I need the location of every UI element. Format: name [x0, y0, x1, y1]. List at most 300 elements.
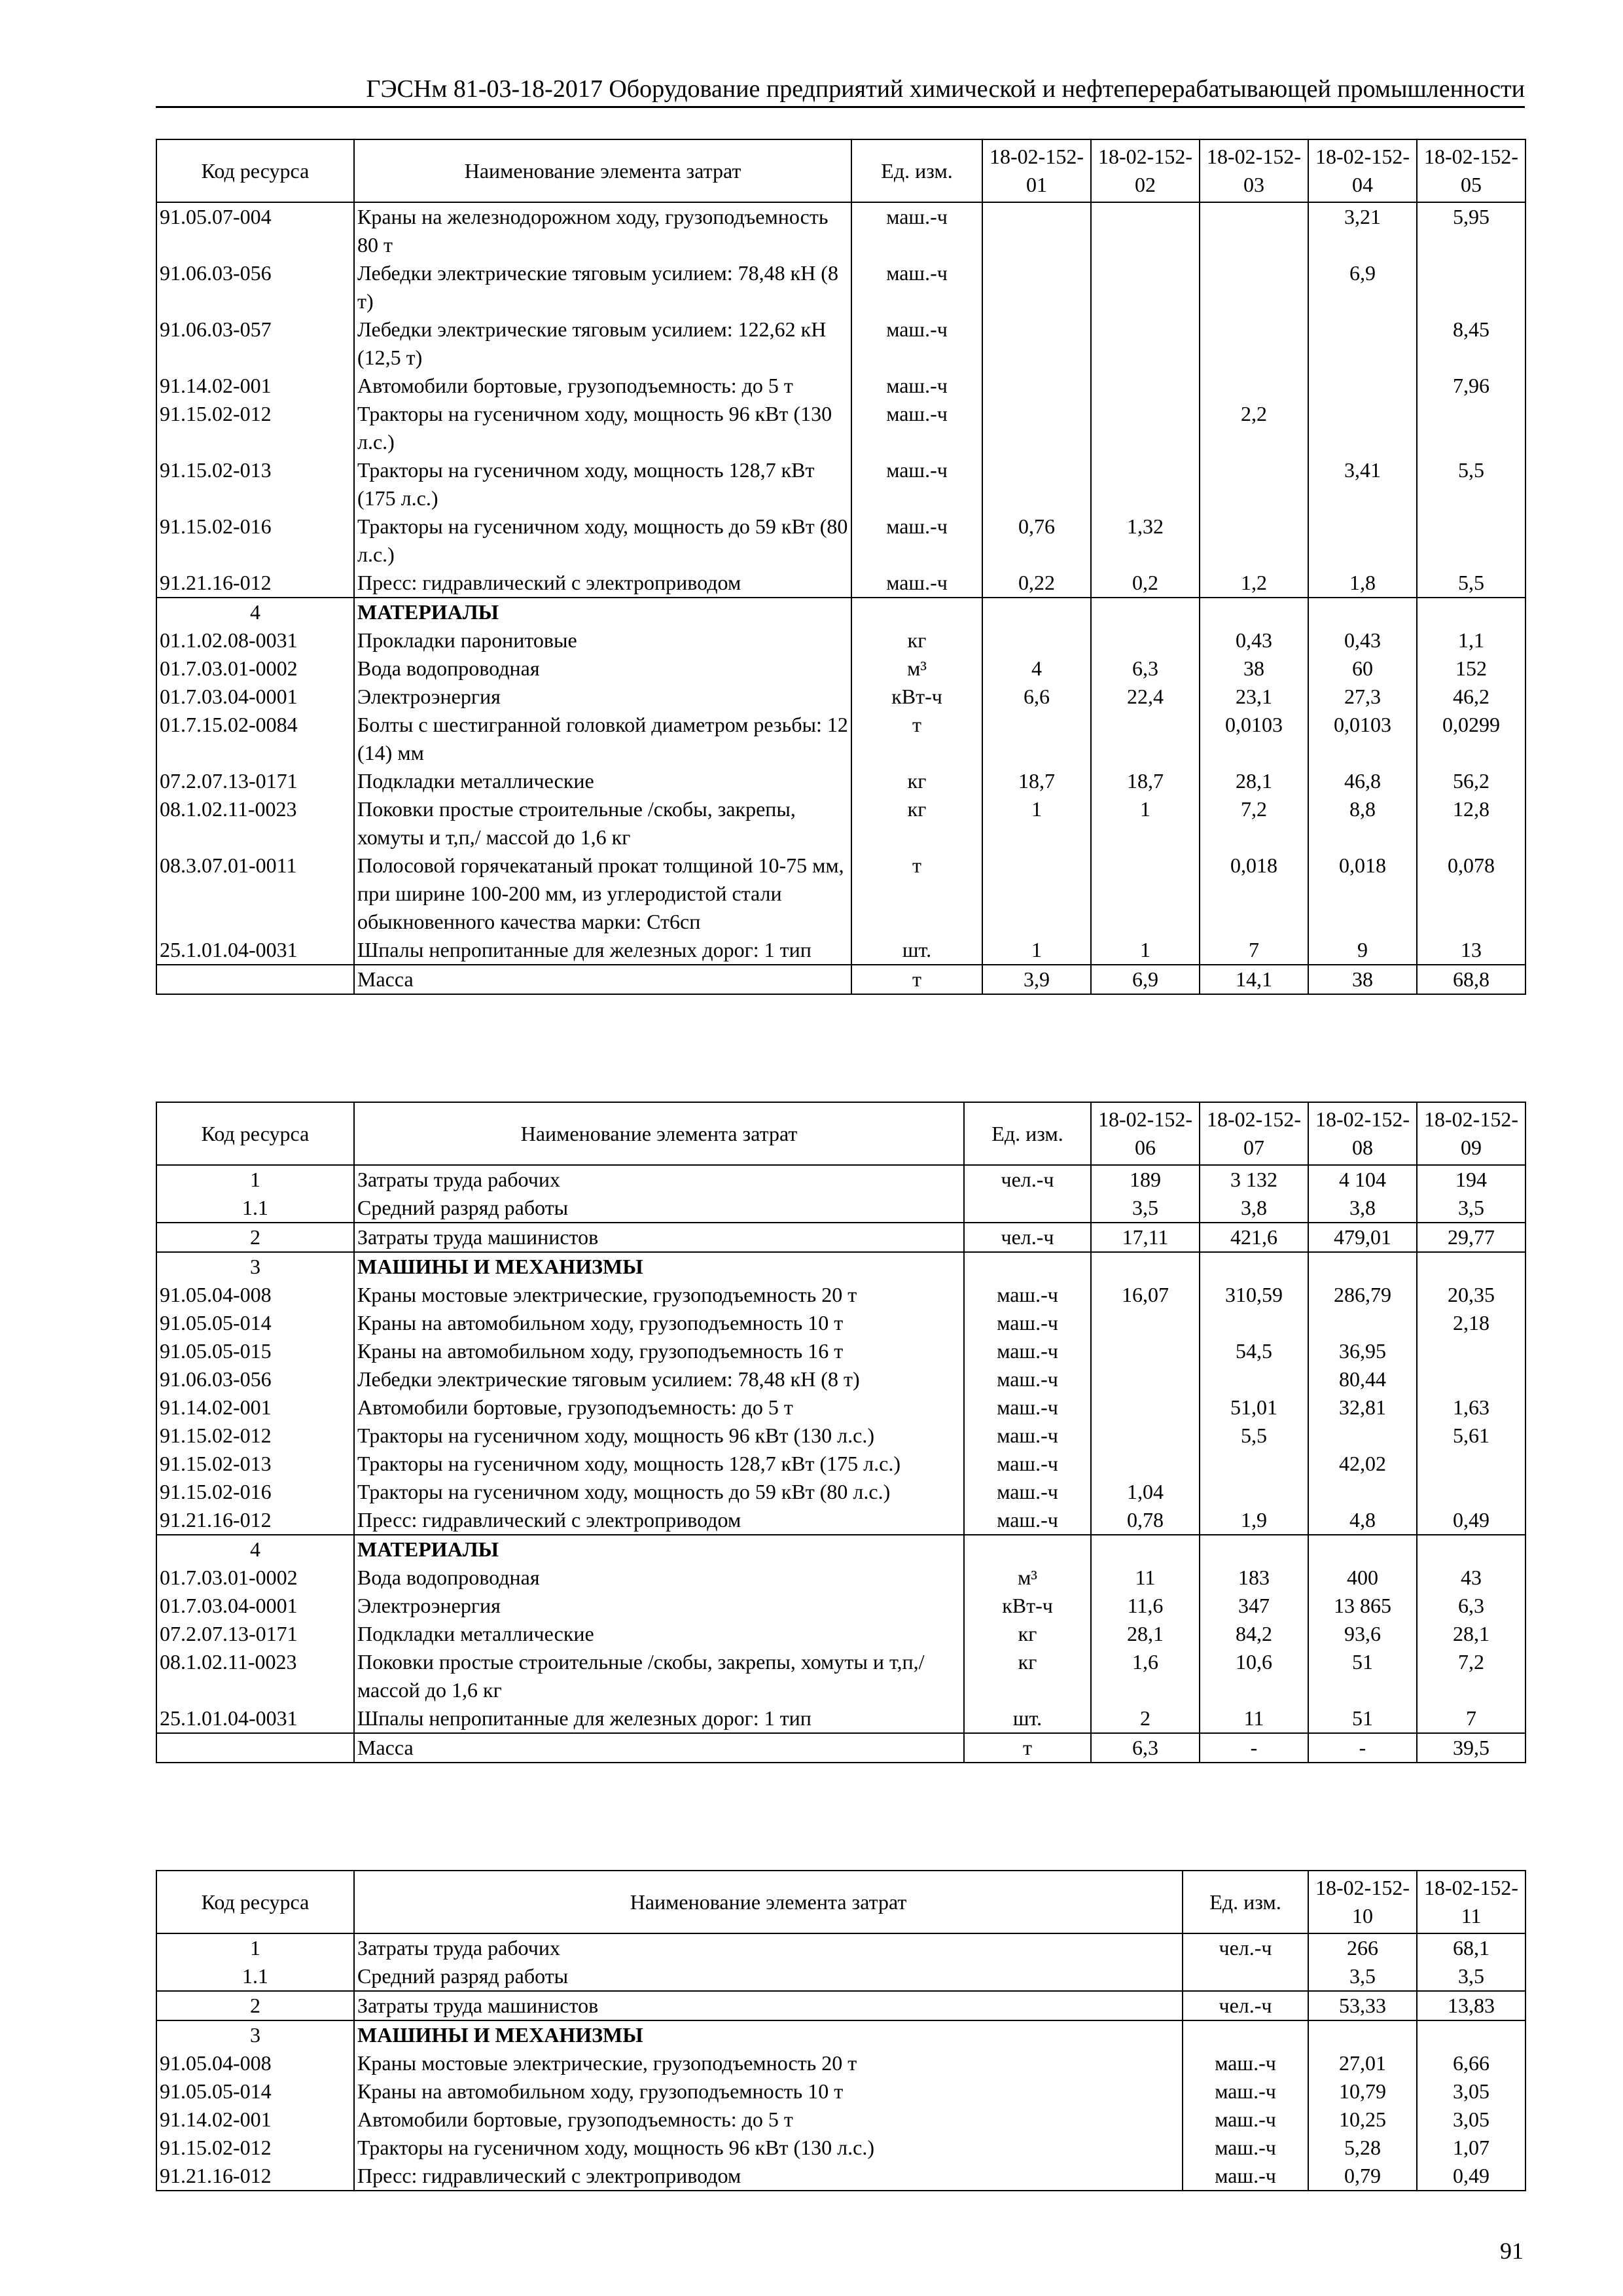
value-cell: [1200, 202, 1308, 259]
header-rule: [156, 106, 1525, 108]
value-cell: [1091, 1450, 1200, 1478]
value-cell: 347: [1200, 1592, 1308, 1620]
cost-item-name-cell: Тракторы на гусеничном ходу, мощность 96 кВт (130 л.с.): [354, 1422, 964, 1450]
value-cell: [1200, 315, 1308, 372]
cost-item-name-cell: Лебедки электрические тяговым усилием: 78,48 кН (8 т): [354, 1365, 964, 1393]
value-cell: 32,81: [1308, 1393, 1417, 1422]
unit-cell: маш.-ч: [964, 1422, 1091, 1450]
resource-code-cell: 91.05.05-015: [156, 1337, 354, 1365]
value-cell: 3,5: [1091, 1194, 1200, 1223]
cost-item-name-cell: Электроэнергия: [354, 683, 851, 711]
cost-item-name-cell: Тракторы на гусеничном ходу, мощность 128,7 кВт (175 л.с.): [354, 456, 851, 512]
value-cell: 0,018: [1200, 852, 1308, 936]
value-cell: 1,07: [1417, 2134, 1525, 2162]
value-cell: [1200, 1365, 1308, 1393]
unit-cell: маш.-ч: [964, 1281, 1091, 1309]
resource-code-cell: 91.05.05-014: [156, 1309, 354, 1337]
table-row: [156, 852, 1525, 936]
value-cell: [1091, 626, 1200, 655]
value-cell: 0,078: [1417, 852, 1525, 936]
value-cell: 3,05: [1417, 2077, 1525, 2106]
column-header: Код ресурса: [156, 1102, 354, 1165]
cost-item-name-cell: МАТЕРИАЛЫ: [354, 1535, 964, 1564]
value-cell: [1417, 1252, 1525, 1281]
unit-cell: маш.-ч: [851, 259, 982, 315]
unit-cell: м³: [851, 655, 982, 683]
resource-code-cell: 01.7.03.01-0002: [156, 1564, 354, 1592]
value-cell: 11,6: [1091, 1592, 1200, 1620]
value-cell: [1308, 1309, 1417, 1337]
table-row: [156, 456, 1525, 512]
column-header: Ед. изм.: [1183, 1871, 1308, 1933]
column-header: 18-02-152-11: [1417, 1871, 1525, 1933]
value-cell: 5,5: [1417, 569, 1525, 598]
value-cell: 9: [1308, 936, 1417, 965]
value-cell: 23,1: [1200, 683, 1308, 711]
value-cell: [1200, 1309, 1308, 1337]
value-cell: 28,1: [1200, 767, 1308, 795]
table-row: [156, 2162, 1525, 2191]
cost-item-name-cell: Поковки простые строительные /скобы, закрепы, хомуты и т,п,/ массой до 1,6 кг: [354, 795, 851, 852]
value-cell: [1417, 512, 1525, 569]
resource-code-cell: 1.1: [156, 1962, 354, 1991]
unit-cell: т: [851, 711, 982, 767]
value-cell: [1091, 315, 1200, 372]
resource-code-cell: 91.15.02-012: [156, 1422, 354, 1450]
value-cell: 7,2: [1417, 1648, 1525, 1704]
value-cell: [1417, 400, 1525, 456]
table-row: [156, 1393, 1525, 1422]
cost-item-name-cell: Лебедки электрические тяговым усилием: 122,62 кН (12,5 т): [354, 315, 851, 372]
value-cell: 152: [1417, 655, 1525, 683]
value-cell: 10,79: [1308, 2077, 1417, 2106]
cost-item-name-cell: МАШИНЫ И МЕХАНИЗМЫ: [354, 2020, 1183, 2049]
value-cell: [1091, 372, 1200, 400]
table-row: [156, 259, 1525, 315]
value-cell: [982, 400, 1091, 456]
resource-code-cell: 3: [156, 2020, 354, 2049]
value-cell: 84,2: [1200, 1620, 1308, 1648]
resource-code-cell: 1: [156, 1933, 354, 1962]
cost-item-name-cell: Краны мостовые электрические, грузоподъемность 20 т: [354, 2049, 1183, 2077]
value-cell: [1308, 400, 1417, 456]
value-cell: 3,5: [1417, 1194, 1525, 1223]
cost-item-name-cell: Подкладки металлические: [354, 1620, 964, 1648]
value-cell: 4 104: [1308, 1165, 1417, 1194]
unit-cell: [964, 1194, 1091, 1223]
resource-code-cell: 08.1.02.11-0023: [156, 1648, 354, 1704]
table-row: [156, 1733, 1525, 1763]
table-row: [156, 1223, 1525, 1252]
value-cell: 6,3: [1091, 1733, 1200, 1763]
table-row: [156, 1592, 1525, 1620]
cost-item-name-cell: Краны на автомобильном ходу, грузоподъемность 10 т: [354, 1309, 964, 1337]
page-number: 91: [1500, 2238, 1524, 2264]
resource-code-cell: 2: [156, 1991, 354, 2020]
unit-cell: кг: [964, 1620, 1091, 1648]
cost-item-name-cell: Прокладки паронитовые: [354, 626, 851, 655]
value-cell: [1417, 1365, 1525, 1393]
resource-table-2: [156, 1102, 1526, 1763]
value-cell: 2,18: [1417, 1309, 1525, 1337]
value-cell: [1091, 1309, 1200, 1337]
value-cell: 6,66: [1417, 2049, 1525, 2077]
cost-item-name-cell: Электроэнергия: [354, 1592, 964, 1620]
value-cell: [1308, 315, 1417, 372]
value-cell: [1200, 1535, 1308, 1564]
cost-item-name-cell: Краны на автомобильном ходу, грузоподъемность 10 т: [354, 2077, 1183, 2106]
unit-cell: маш.-ч: [964, 1506, 1091, 1535]
cost-item-name-cell: Шпалы непропитанные для железных дорог: 1 тип: [354, 936, 851, 965]
table-row: [156, 1991, 1525, 2020]
value-cell: 28,1: [1091, 1620, 1200, 1648]
resource-table-1: [156, 139, 1526, 995]
value-cell: 5,28: [1308, 2134, 1417, 2162]
unit-cell: маш.-ч: [964, 1337, 1091, 1365]
cost-item-name-cell: Краны на автомобильном ходу, грузоподъемность 16 т: [354, 1337, 964, 1365]
unit-cell: маш.-ч: [964, 1450, 1091, 1478]
value-cell: [1417, 1478, 1525, 1506]
value-cell: 0,0103: [1200, 711, 1308, 767]
resource-code-cell: 91.05.07-004: [156, 202, 354, 259]
value-cell: 2: [1091, 1704, 1200, 1733]
resource-code-cell: 91.06.03-057: [156, 315, 354, 372]
table-row: [156, 202, 1525, 259]
table-row: [156, 1365, 1525, 1393]
value-cell: 5,5: [1417, 456, 1525, 512]
cost-item-name-cell: МАТЕРИАЛЫ: [354, 598, 851, 626]
value-cell: [1308, 1422, 1417, 1450]
table-row: [156, 936, 1525, 965]
cost-item-name-cell: Тракторы на гусеничном ходу, мощность до 59 кВт (80 л.с.): [354, 512, 851, 569]
unit-cell: [1183, 2020, 1308, 2049]
cost-item-name-cell: Тракторы на гусеничном ходу, мощность 128,7 кВт (175 л.с.): [354, 1450, 964, 1478]
table-row: [156, 965, 1525, 994]
value-cell: [1091, 598, 1200, 626]
value-cell: 27,3: [1308, 683, 1417, 711]
resource-code-cell: 4: [156, 1535, 354, 1564]
table-row: [156, 1337, 1525, 1365]
value-cell: [1200, 372, 1308, 400]
value-cell: 1,63: [1417, 1393, 1525, 1422]
value-cell: [1417, 1450, 1525, 1478]
value-cell: -: [1308, 1733, 1417, 1763]
table-row: [156, 1422, 1525, 1450]
column-header: 18-02-152-04: [1308, 139, 1417, 202]
value-cell: 0,2: [1091, 569, 1200, 598]
column-header: 18-02-152-01: [982, 139, 1091, 202]
value-cell: 5,95: [1417, 202, 1525, 259]
unit-cell: кВт-ч: [964, 1592, 1091, 1620]
value-cell: 6,9: [1091, 965, 1200, 994]
resource-code-cell: 91.15.02-013: [156, 1450, 354, 1478]
value-cell: [1091, 202, 1200, 259]
unit-cell: [1183, 1962, 1308, 1991]
value-cell: 4: [982, 655, 1091, 683]
resource-code-cell: 01.1.02.08-0031: [156, 626, 354, 655]
table-row: [156, 2077, 1525, 2106]
table-row: [156, 1252, 1525, 1281]
cost-item-name-cell: Пресс: гидравлический с электроприводом: [354, 2162, 1183, 2191]
value-cell: [1308, 2020, 1417, 2049]
value-cell: 68,1: [1417, 1933, 1525, 1962]
unit-cell: маш.-ч: [964, 1309, 1091, 1337]
unit-cell: кг: [851, 767, 982, 795]
resource-table-3: [156, 1870, 1526, 2191]
table-row: [156, 2049, 1525, 2077]
table-row: [156, 1165, 1525, 1194]
value-cell: [1417, 598, 1525, 626]
value-cell: [1200, 259, 1308, 315]
value-cell: 13,83: [1417, 1991, 1525, 2020]
value-cell: 1: [1091, 795, 1200, 852]
value-cell: [982, 202, 1091, 259]
value-cell: 6,3: [1091, 655, 1200, 683]
value-cell: 60: [1308, 655, 1417, 683]
column-header: Код ресурса: [156, 1871, 354, 1933]
value-cell: [1308, 1252, 1417, 1281]
column-header: 18-02-152-05: [1417, 139, 1525, 202]
resource-code-cell: 07.2.07.13-0171: [156, 1620, 354, 1648]
resource-code-cell: 91.15.02-012: [156, 400, 354, 456]
value-cell: 310,59: [1200, 1281, 1308, 1309]
resource-code-cell: 91.14.02-001: [156, 372, 354, 400]
value-cell: 12,8: [1417, 795, 1525, 852]
unit-cell: [964, 1535, 1091, 1564]
cost-item-name-cell: Тракторы на гусеничном ходу, мощность до 59 кВт (80 л.с.): [354, 1478, 964, 1506]
resource-code-cell: 91.05.05-014: [156, 2077, 354, 2106]
resource-code-cell: 91.21.16-012: [156, 569, 354, 598]
resource-code-cell: 01.7.03.01-0002: [156, 655, 354, 683]
value-cell: 68,8: [1417, 965, 1525, 994]
value-cell: [982, 456, 1091, 512]
value-cell: 286,79: [1308, 1281, 1417, 1309]
value-cell: 3,21: [1308, 202, 1417, 259]
unit-cell: маш.-ч: [851, 372, 982, 400]
value-cell: 3,5: [1417, 1962, 1525, 1991]
unit-cell: маш.-ч: [1183, 2077, 1308, 2106]
table-row: [156, 1309, 1525, 1337]
cost-item-name-cell: Тракторы на гусеничном ходу, мощность 96 кВт (130 л.с.): [354, 2134, 1183, 2162]
resource-code-cell: 91.15.02-016: [156, 1478, 354, 1506]
cost-item-name-cell: Болты с шестигранной головкой диаметром резьбы: 12 (14) мм: [354, 711, 851, 767]
value-cell: 1,1: [1417, 626, 1525, 655]
value-cell: [1417, 1337, 1525, 1365]
value-cell: [982, 711, 1091, 767]
unit-cell: маш.-ч: [851, 512, 982, 569]
resource-code-cell: 91.21.16-012: [156, 1506, 354, 1535]
column-header: 18-02-152-08: [1308, 1102, 1417, 1165]
value-cell: 6,6: [982, 683, 1091, 711]
value-cell: 1,32: [1091, 512, 1200, 569]
table-row: [156, 1962, 1525, 1991]
value-cell: 0,49: [1417, 2162, 1525, 2191]
resource-code-cell: 25.1.01.04-0031: [156, 1704, 354, 1733]
unit-cell: [851, 598, 982, 626]
resource-code-cell: 4: [156, 598, 354, 626]
column-header: 18-02-152-02: [1091, 139, 1200, 202]
table-row: [156, 2106, 1525, 2134]
table-row: [156, 372, 1525, 400]
value-cell: [1091, 1337, 1200, 1365]
value-cell: 43: [1417, 1564, 1525, 1592]
cost-item-name-cell: Затраты труда машинистов: [354, 1223, 964, 1252]
value-cell: [1308, 1535, 1417, 1564]
value-cell: 14,1: [1200, 965, 1308, 994]
table-row: [156, 1281, 1525, 1309]
unit-cell: чел.-ч: [964, 1165, 1091, 1194]
value-cell: [982, 315, 1091, 372]
unit-cell: кг: [851, 795, 982, 852]
value-cell: 28,1: [1417, 1620, 1525, 1648]
cost-item-name-cell: Поковки простые строительные /скобы, закрепы, хомуты и т,п,/ массой до 1,6 кг: [354, 1648, 964, 1704]
value-cell: 46,8: [1308, 767, 1417, 795]
table-row: [156, 400, 1525, 456]
resource-code-cell: 08.3.07.01-0011: [156, 852, 354, 936]
value-cell: 194: [1417, 1165, 1525, 1194]
value-cell: 56,2: [1417, 767, 1525, 795]
unit-cell: т: [851, 965, 982, 994]
table-row: [156, 1933, 1525, 1962]
resource-code-cell: 1.1: [156, 1194, 354, 1223]
value-cell: 1,8: [1308, 569, 1417, 598]
value-cell: 1: [982, 795, 1091, 852]
resource-code-cell: [156, 1733, 354, 1763]
table-row: [156, 2020, 1525, 2049]
value-cell: [1091, 1535, 1200, 1564]
unit-cell: маш.-ч: [1183, 2049, 1308, 2077]
value-cell: [982, 852, 1091, 936]
resource-code-cell: 91.06.03-056: [156, 1365, 354, 1393]
resource-code-cell: 25.1.01.04-0031: [156, 936, 354, 965]
cost-item-name-cell: Пресс: гидравлический с электроприводом: [354, 569, 851, 598]
value-cell: 3,05: [1417, 2106, 1525, 2134]
column-header: 18-02-152-06: [1091, 1102, 1200, 1165]
value-cell: [1091, 1422, 1200, 1450]
value-cell: [1308, 598, 1417, 626]
unit-cell: маш.-ч: [1183, 2162, 1308, 2191]
value-cell: [1308, 372, 1417, 400]
value-cell: [1417, 1535, 1525, 1564]
unit-cell: т: [964, 1733, 1091, 1763]
value-cell: 54,5: [1200, 1337, 1308, 1365]
table-row: [156, 1564, 1525, 1592]
value-cell: 479,01: [1308, 1223, 1417, 1252]
value-cell: 20,35: [1417, 1281, 1525, 1309]
value-cell: 1,04: [1091, 1478, 1200, 1506]
cost-item-name-cell: Краны мостовые электрические, грузоподъемность 20 т: [354, 1281, 964, 1309]
value-cell: [1200, 1252, 1308, 1281]
value-cell: [982, 598, 1091, 626]
value-cell: -: [1200, 1733, 1308, 1763]
value-cell: 53,33: [1308, 1991, 1417, 2020]
value-cell: 39,5: [1417, 1733, 1525, 1763]
value-cell: 7: [1200, 936, 1308, 965]
column-header: 18-02-152-10: [1308, 1871, 1417, 1933]
value-cell: [1417, 259, 1525, 315]
value-cell: 8,45: [1417, 315, 1525, 372]
value-cell: 7: [1417, 1704, 1525, 1733]
value-cell: 16,07: [1091, 1281, 1200, 1309]
value-cell: 4,8: [1308, 1506, 1417, 1535]
value-cell: 17,11: [1091, 1223, 1200, 1252]
resource-code-cell: 08.1.02.11-0023: [156, 795, 354, 852]
value-cell: 38: [1200, 655, 1308, 683]
value-cell: 7,96: [1417, 372, 1525, 400]
value-cell: 3,8: [1200, 1194, 1308, 1223]
value-cell: 1,9: [1200, 1506, 1308, 1535]
cost-item-name-cell: Автомобили бортовые, грузоподъемность: до 5 т: [354, 2106, 1183, 2134]
resource-code-cell: 01.7.03.04-0001: [156, 1592, 354, 1620]
table-row: [156, 1478, 1525, 1506]
cost-item-name-cell: Пресс: гидравлический с электроприводом: [354, 1506, 964, 1535]
value-cell: 3,8: [1308, 1194, 1417, 1223]
value-cell: 266: [1308, 1933, 1417, 1962]
cost-item-name-cell: Подкладки металлические: [354, 767, 851, 795]
value-cell: 6,3: [1417, 1592, 1525, 1620]
value-cell: 2,2: [1200, 400, 1308, 456]
value-cell: 6,9: [1308, 259, 1417, 315]
resource-code-cell: 91.05.04-008: [156, 2049, 354, 2077]
table-row: [156, 1648, 1525, 1704]
value-cell: 0,018: [1308, 852, 1417, 936]
value-cell: 0,76: [982, 512, 1091, 569]
value-cell: 18,7: [1091, 767, 1200, 795]
value-cell: [1200, 598, 1308, 626]
value-cell: [1417, 2020, 1525, 2049]
unit-cell: маш.-ч: [1183, 2134, 1308, 2162]
column-header: Наименование элемента затрат: [354, 1102, 964, 1165]
value-cell: [1091, 1252, 1200, 1281]
value-cell: 93,6: [1308, 1620, 1417, 1648]
table-row: [156, 569, 1525, 598]
value-cell: 421,6: [1200, 1223, 1308, 1252]
value-cell: 51: [1308, 1648, 1417, 1704]
value-cell: 0,43: [1200, 626, 1308, 655]
resource-code-cell: 91.15.02-012: [156, 2134, 354, 2162]
table-row: [156, 1620, 1525, 1648]
unit-cell: чел.-ч: [1183, 1933, 1308, 1962]
resource-code-cell: 91.15.02-013: [156, 456, 354, 512]
value-cell: 1: [1091, 936, 1200, 965]
resource-code-cell: 91.14.02-001: [156, 2106, 354, 2134]
cost-item-name-cell: Затраты труда рабочих: [354, 1165, 964, 1194]
table-row: [156, 795, 1525, 852]
unit-cell: чел.-ч: [964, 1223, 1091, 1252]
table-row: [156, 767, 1525, 795]
value-cell: 11: [1091, 1564, 1200, 1592]
value-cell: 0,79: [1308, 2162, 1417, 2191]
value-cell: 5,5: [1200, 1422, 1308, 1450]
cost-item-name-cell: Автомобили бортовые, грузоподъемность: до 5 т: [354, 1393, 964, 1422]
value-cell: [1308, 512, 1417, 569]
value-cell: 3,5: [1308, 1962, 1417, 1991]
cost-item-name-cell: Шпалы непропитанные для железных дорог: 1 тип: [354, 1704, 964, 1733]
cost-item-name-cell: Вода водопроводная: [354, 655, 851, 683]
value-cell: 38: [1308, 965, 1417, 994]
unit-cell: маш.-ч: [851, 315, 982, 372]
document-header: ГЭСНм 81-03-18-2017 Оборудование предприятий химической и нефтеперерабатывающей промышленности: [366, 75, 1525, 103]
value-cell: [1200, 456, 1308, 512]
column-header: Код ресурса: [156, 139, 354, 202]
table-row: [156, 2134, 1525, 2162]
value-cell: 0,78: [1091, 1506, 1200, 1535]
table-row: [156, 1194, 1525, 1223]
table-row: [156, 626, 1525, 655]
value-cell: 11: [1200, 1704, 1308, 1733]
column-header: Ед. изм.: [851, 139, 982, 202]
value-cell: [1091, 1365, 1200, 1393]
